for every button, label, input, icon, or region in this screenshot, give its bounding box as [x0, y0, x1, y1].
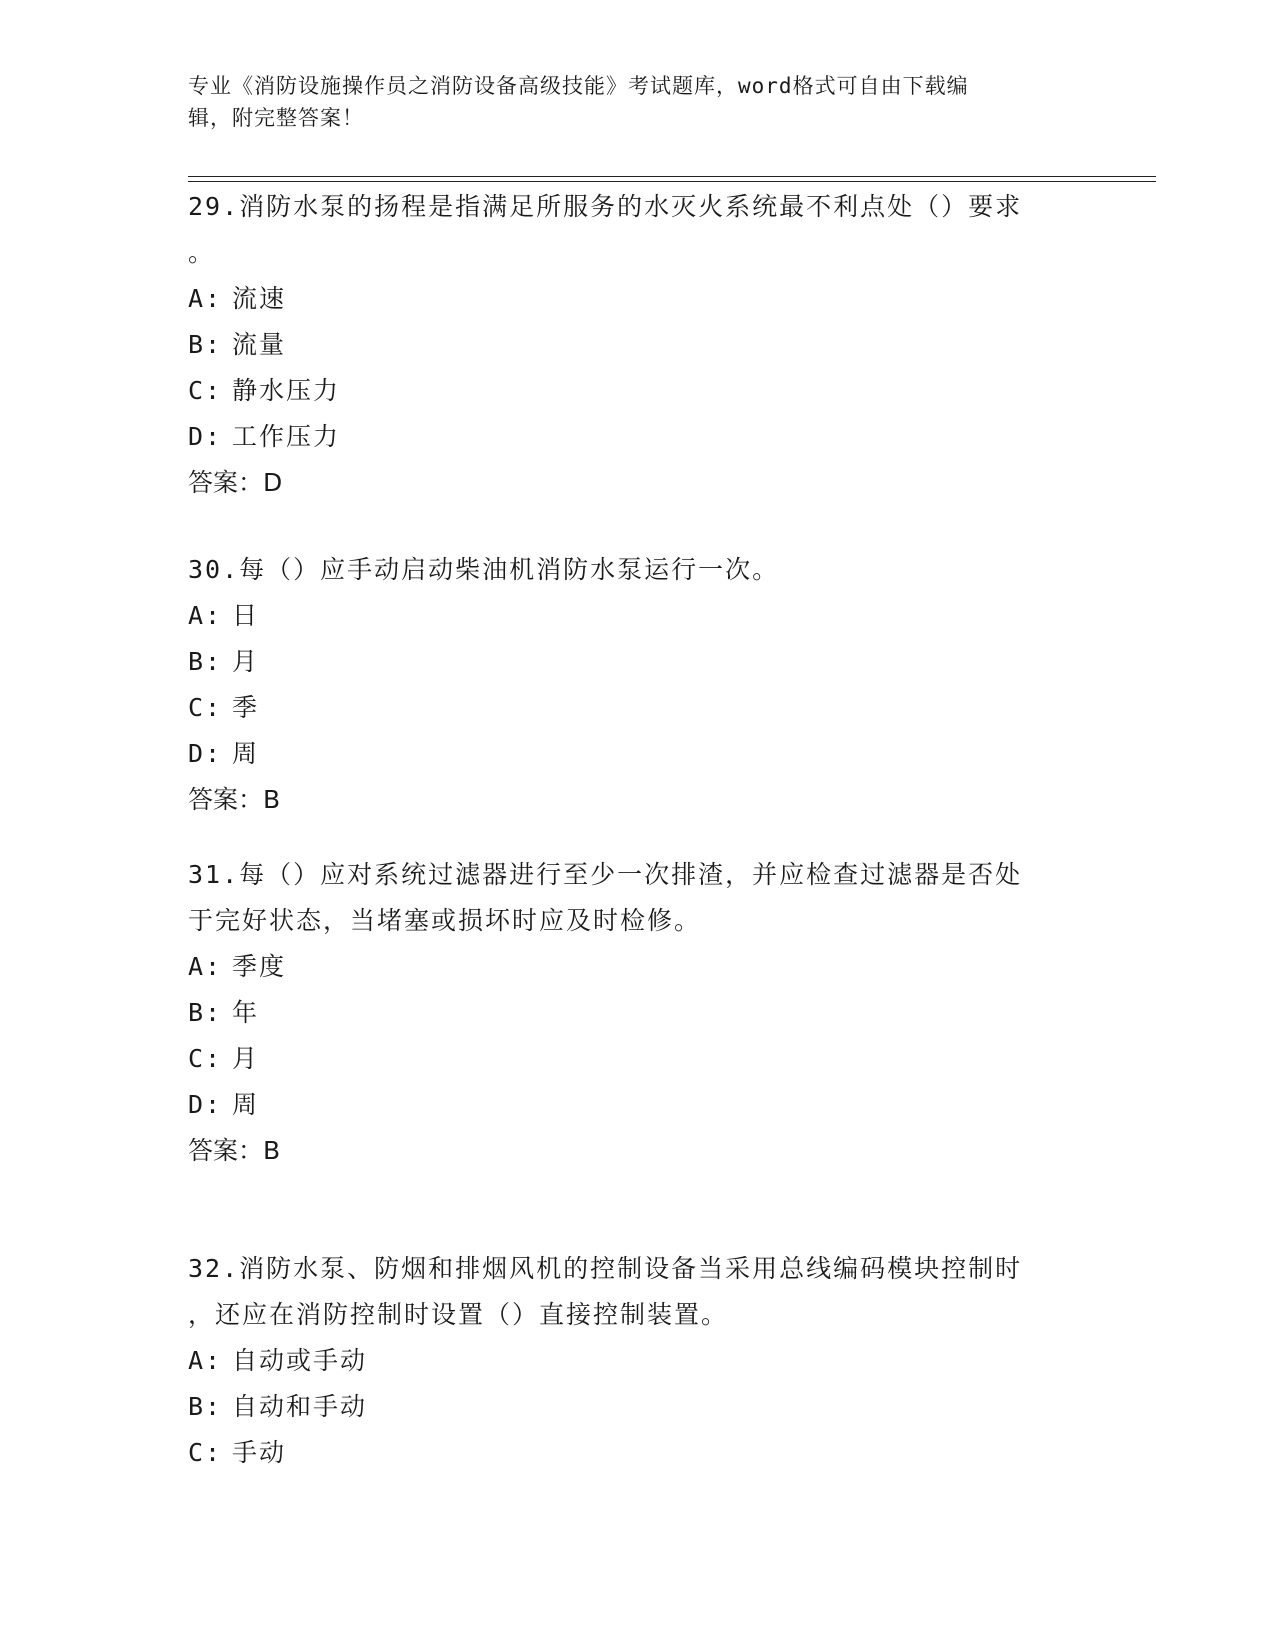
option-b: [188, 1384, 1088, 1430]
option-c: [188, 1036, 1088, 1082]
option-key: B:: [188, 330, 223, 359]
option-a: [188, 593, 1088, 639]
option-a: [188, 1338, 1088, 1384]
answer-label: 答案：D: [188, 468, 283, 497]
question-stem: 32.消防水泵、防烟和排烟风机的控制设备当采用总线编码模块控制时: [188, 1254, 1023, 1283]
option-text: 年: [232, 998, 260, 1027]
option-text: 周: [232, 1090, 260, 1119]
option-a: [188, 276, 1088, 322]
option-text: 工作压力: [232, 422, 341, 451]
option-c: [188, 1430, 1088, 1476]
option-key: C:: [188, 1438, 223, 1467]
question-30: [188, 547, 1088, 823]
document-header: [188, 70, 1088, 134]
option-b: [188, 639, 1088, 685]
option-key: A:: [188, 601, 223, 630]
option-c: [188, 368, 1088, 414]
option-key: B:: [188, 647, 223, 676]
option-text: 静水压力: [232, 376, 341, 405]
option-text: 月: [232, 1044, 260, 1073]
option-key: B:: [188, 998, 223, 1027]
option-d: [188, 414, 1088, 460]
option-key: A:: [188, 284, 223, 313]
header-line-1: 专业《消防设施操作员之消防设备高级技能》考试题库，word格式可自由下载编: [188, 74, 969, 98]
question-32: [188, 1246, 1088, 1476]
option-d: [188, 1082, 1088, 1128]
question-stem: 29.消防水泵的扬程是指满足所服务的水灭火系统最不利点处（）要求: [188, 192, 1023, 221]
option-text: 流速: [232, 284, 287, 313]
option-text: 自动和手动: [232, 1392, 368, 1421]
question-stem: 31.每（）应对系统过滤器进行至少一次排渣，并应检查过滤器是否处: [188, 860, 1023, 889]
question-stem-continued: ，还应在消防控制时设置（）直接控制装置。: [188, 1300, 729, 1329]
option-text: 周: [232, 739, 260, 768]
option-text: 流量: [232, 330, 287, 359]
option-b: [188, 322, 1088, 368]
answer-label: 答案：B: [188, 785, 281, 814]
option-d: [188, 731, 1088, 777]
header-divider-top: [188, 176, 1156, 177]
question-stem: 30.每（）应手动启动柴油机消防水泵运行一次。: [188, 555, 780, 584]
option-key: C:: [188, 376, 223, 405]
option-text: 手动: [232, 1438, 287, 1467]
option-key: D:: [188, 422, 223, 451]
header-line-2: 辑，附完整答案！: [188, 106, 364, 130]
question-31: [188, 852, 1088, 1174]
option-key: D:: [188, 739, 223, 768]
option-key: B:: [188, 1392, 223, 1421]
question-stem-continued: 于完好状态，当堵塞或损坏时应及时检修。: [188, 906, 702, 935]
option-key: D:: [188, 1090, 223, 1119]
question-29: [188, 184, 1088, 506]
option-text: 季度: [232, 952, 287, 981]
header-divider-bottom: [188, 181, 1156, 182]
question-stem-continued: 。: [188, 238, 216, 267]
option-b: [188, 990, 1088, 1036]
option-a: [188, 944, 1088, 990]
option-key: A:: [188, 1346, 223, 1375]
option-text: 日: [232, 601, 260, 630]
option-key: C:: [188, 693, 223, 722]
option-c: [188, 685, 1088, 731]
answer-label: 答案：B: [188, 1136, 281, 1165]
option-text: 季: [232, 693, 260, 722]
option-text: 月: [232, 647, 260, 676]
option-text: 自动或手动: [232, 1346, 368, 1375]
option-key: C:: [188, 1044, 223, 1073]
option-key: A:: [188, 952, 223, 981]
